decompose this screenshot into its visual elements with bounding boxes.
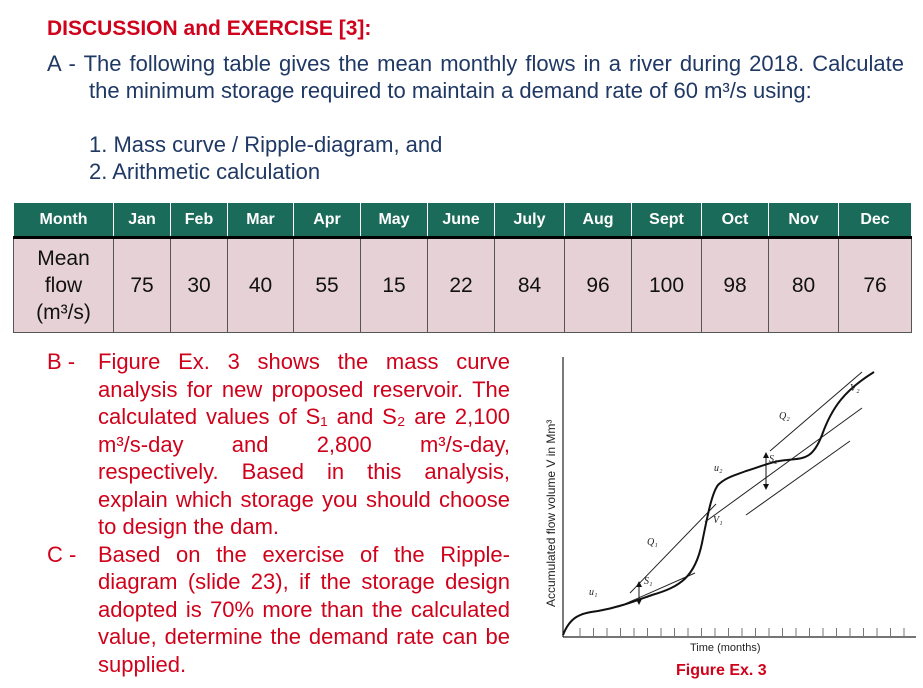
flow-cell: 84	[495, 238, 565, 333]
label-q1: Q₁	[647, 537, 658, 548]
header-month: Jan	[114, 203, 171, 238]
part-c-marker: C -	[47, 541, 77, 567]
label-u2: u₂	[714, 463, 723, 474]
flow-cell: 75	[114, 238, 171, 333]
header-month: Apr	[294, 203, 361, 238]
flow-cell: 98	[702, 238, 769, 333]
part-b	[47, 348, 510, 541]
tangent-line-1b	[630, 504, 716, 593]
flow-cell: 100	[632, 238, 702, 333]
tangent-line-2b	[746, 441, 850, 515]
header-month: Oct	[702, 203, 769, 238]
mass-curve-figure	[540, 345, 920, 654]
x-axis-ticks	[580, 628, 904, 637]
flow-cell: 96	[565, 238, 632, 333]
flow-cell: 40	[228, 238, 294, 333]
part-c-body: Based on the exercise of the Ripple-diagram (slide 23), if the storage design adopted is 70% more than the calculated value, determine the demand rate can be supplied.	[98, 541, 510, 677]
label-s2: S₂	[769, 454, 778, 465]
part-a-list	[89, 131, 442, 185]
table-row	[14, 238, 912, 333]
header-month: Nov	[769, 203, 839, 238]
header-month-label: Month	[14, 203, 114, 238]
part-a-text	[47, 50, 904, 104]
label-u1: u₁	[589, 587, 598, 598]
header-month: May	[361, 203, 428, 238]
slide-title: DISCUSSION and EXERCISE [3]:	[47, 17, 372, 40]
header-month: Sept	[632, 203, 702, 238]
header-month: Mar	[228, 203, 294, 238]
header-month: Dec	[839, 203, 912, 238]
flow-cell: 55	[294, 238, 361, 333]
header-month: July	[495, 203, 565, 238]
part-b-marker: B -	[47, 349, 76, 374]
part-a-item-2: 2. Arithmetic calculation	[89, 159, 321, 184]
monthly-flow-table	[13, 202, 912, 333]
flow-cell: 76	[839, 238, 912, 333]
label-q2: Q₂	[779, 411, 790, 422]
flow-cell: 30	[171, 238, 228, 333]
part-b-body: Figure Ex. 3 shows the mass curve analysis for new proposed reservoir. The calculated values of S₁ and S₂ are 2,100 m³/s-day and 2,800 m³/s-day, respectively. Based in this analysis, explain which storage you should choose to design the dam.	[98, 349, 510, 539]
header-month: Feb	[171, 203, 228, 238]
parts-b-c	[47, 348, 510, 678]
part-a-body: The following table gives the mean monthly flows in a river during 2018. Calculate the minimum storage required to maintain a demand rate of 60 m³/s using:	[83, 51, 904, 103]
flow-cell: 22	[428, 238, 495, 333]
label-s1: S₁	[644, 576, 653, 587]
tangent-line-2a	[705, 408, 862, 522]
part-c	[47, 541, 510, 679]
part-a-item-1: 1. Mass curve / Ripple-diagram, and	[89, 132, 443, 157]
mass-curve	[563, 372, 874, 635]
figure-y-axis-label: Accumulated flow volume V in Mm³	[544, 419, 558, 607]
flow-cell: 15	[361, 238, 428, 333]
header-month: June	[428, 203, 495, 238]
part-a-marker: A -	[47, 51, 76, 76]
figure-x-axis-label: Time (months)	[690, 642, 761, 654]
header-month: Aug	[565, 203, 632, 238]
label-v2: V₂	[850, 383, 860, 394]
label-v1: V₁	[713, 515, 723, 526]
row-label-mean-flow: Mean flow (m³/s)	[14, 238, 114, 333]
flow-cell: 80	[769, 238, 839, 333]
figure-caption: Figure Ex. 3	[676, 662, 767, 679]
table-header-row	[14, 203, 912, 238]
